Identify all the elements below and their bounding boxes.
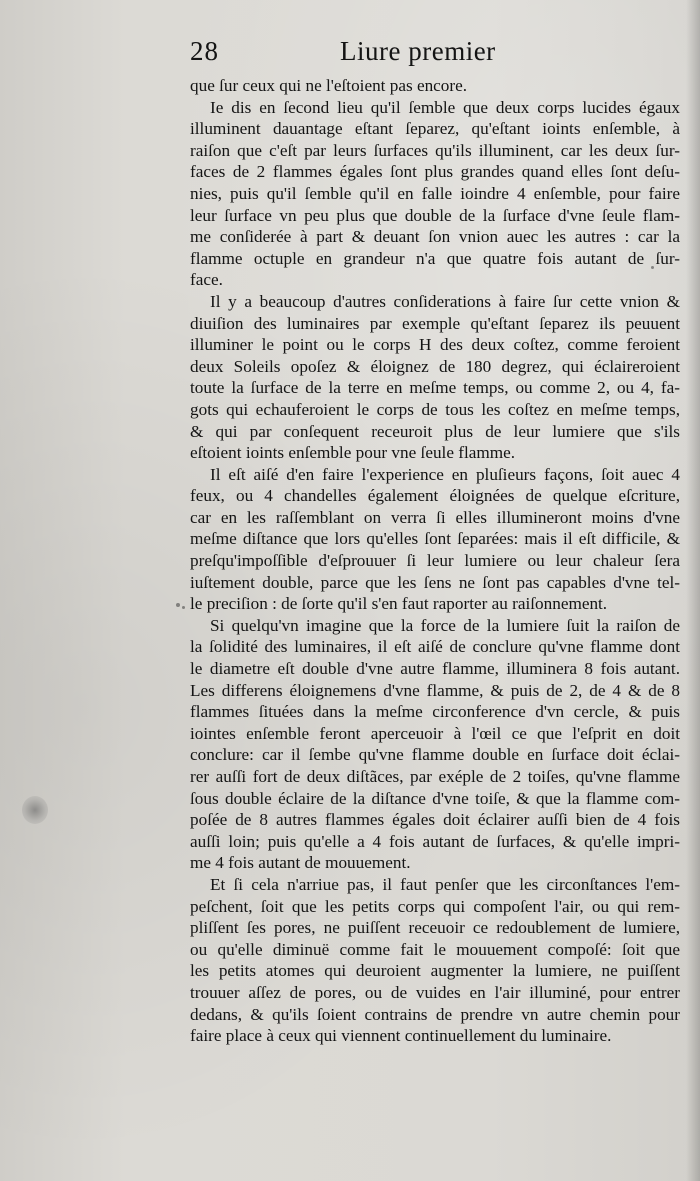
text-line: ou qu'elle diminuë comme fait le mouuement compoſé: ſoit que xyxy=(190,939,680,959)
text-line: iointes enſemble feront aperceuoir à l'œil ce que l'eſprit en doit xyxy=(190,723,680,743)
text-line: Il eſt aiſé d'en faire l'experience en pluſieurs façons, ſoit auec 4 xyxy=(210,464,680,484)
text-line: iuſtement double, parce que les ſens ne ſont pas capables d'vne tel- xyxy=(190,572,680,592)
text-line: faces de 2 flammes égales ſont plus grandes quand elles ſont deſu- xyxy=(190,162,680,182)
text-line: illuminent dauantage eſtant ſeparez, qu'eſtant ioints enſemble, à xyxy=(190,119,680,139)
text-line: car en les raſſemblant on verra ſi elles illumineront moins d'vne xyxy=(190,507,680,527)
text-line: nies, puis qu'il ſemble qu'il en falle ioindre 4 enſemble, pour faire xyxy=(190,183,680,203)
text-line: que ſur ceux qui ne l'eſtoient pas encore. xyxy=(190,76,468,95)
paper-speck xyxy=(182,606,185,609)
text-line: Les differens éloignemens d'vne flamme, & puis de 2, de 4 & de 8 xyxy=(190,680,680,700)
text-line: diuiſion des luminaires par exemple qu'eſtant ſeparez ils peuuent xyxy=(190,313,680,333)
text-line: peſchent, ſoit que les petits corps qui compoſent l'air, ou qui rem- xyxy=(190,896,680,916)
page-header xyxy=(190,36,520,72)
text-line: flammes ſituées dans la meſme circonference d'vn cercle, & puis xyxy=(190,702,680,722)
text-line: conclure: car il ſembe qu'vne flamme double en ſurface doit éclai- xyxy=(190,745,680,765)
text-line: les petits atomes qui deuroient augmenter la lumiere, ne puiſſent xyxy=(190,961,680,981)
text-line: toute la ſurface de la terre en meſme temps, ou comme 2, ou 4, fa- xyxy=(190,378,680,398)
text-line: me conſiderée à part & deuant ſon vnion auec les autres : car la xyxy=(190,227,680,247)
text-line: deux Soleils opoſez & éloignez de 180 degrez, qui éclaireroient xyxy=(190,356,680,376)
text-line: leur ſurface vn peu plus que double de la ſurface d'vne ſeule flam- xyxy=(190,205,680,225)
text-line: faire place à ceux qui viennent continuellement du luminaire. xyxy=(190,1026,612,1046)
text-line: auſſi loin; puis qu'elle a 4 fois autant de ſurfaces, & qu'elle impri- xyxy=(190,831,680,851)
text-line: gots qui echauferoient le corps de tous les coſtez en meſme temps, xyxy=(190,399,680,419)
text-line: Ie dis en ſecond lieu qu'il ſemble que deux corps lucides égaux xyxy=(210,97,680,117)
text-line: feux, ou 4 chandelles également éloignées de quelque eſcriture, xyxy=(190,486,680,506)
text-line: illuminer le point ou le corps H des deux coſtez, comme feroient xyxy=(190,335,680,355)
text-line: le preciſion : de ſorte qu'il s'en faut raporter au raiſonnement. xyxy=(190,594,608,614)
text-line: dedans, & qu'ils ſoient contrains de prendre vn autre chemin pour xyxy=(190,1004,680,1024)
text-line: Il y a beaucoup d'autres conſiderations à faire ſur cette vnion & xyxy=(210,291,680,311)
page-number: 28 xyxy=(190,36,219,66)
text-line: pliſſent ſes pores, ne puiſſent receuoir ce redoublement de lumiere, xyxy=(190,918,680,938)
text-line: eſtoient ioints enſemble pour vne ſeule flamme. xyxy=(190,443,516,463)
text-line: preſqu'impoſſible d'eſprouuer ſi leur lumiere ou leur chaleur ſera xyxy=(190,551,680,571)
text-line: Et ſi cela n'arriue pas, il faut penſer que les circonſtances l'em- xyxy=(210,874,680,894)
text-line: Si quelqu'vn imagine que la force de la lumiere ſuit la raiſon de xyxy=(210,615,680,635)
ink-blot xyxy=(22,796,48,824)
text-line: trouuer aſſez de pores, ou de vuides en l'air illuminé, pour entrer xyxy=(190,982,680,1002)
text-line: rer auſſi fort de deux diſtãces, par exéple de 2 toiſes, qu'vne flamme xyxy=(190,767,680,786)
running-title: Liure premier xyxy=(340,36,496,66)
text-line: flamme octuple en grandeur n'a que quatre fois autant de ſur- xyxy=(190,248,680,268)
text-line: la ſolidité des luminaires, il eſt aiſé de conclure qu'vne flamme dont xyxy=(190,637,680,657)
text-line: & qui par conſequent receuroit plus de leur lumiere que s'ils xyxy=(190,421,680,441)
text-line: me 4 fois autant de mouuement. xyxy=(190,853,411,873)
text-line: le diametre eſt double d'vne autre flamme, illuminera 8 fois autant. xyxy=(190,659,680,679)
paper-speck xyxy=(176,603,180,607)
text-line: poſée de 8 autres flammes égales doit éclairer auſſi bien de 4 fois xyxy=(190,810,680,830)
text-line: raiſon que c'eſt par leurs ſurfaces qu'ils illuminent, car les deux ſur- xyxy=(190,140,680,160)
text-line: ſous double éclaire de la diſtance d'vne toiſe, & que la flamme com- xyxy=(190,788,680,808)
body-text xyxy=(190,75,680,1047)
spine-shadow xyxy=(686,0,700,1181)
text-line: face. xyxy=(190,270,223,290)
text-line: meſme diſtance que lors qu'elles ſont ſeparées: mais il eſt difficile, & xyxy=(190,529,680,549)
